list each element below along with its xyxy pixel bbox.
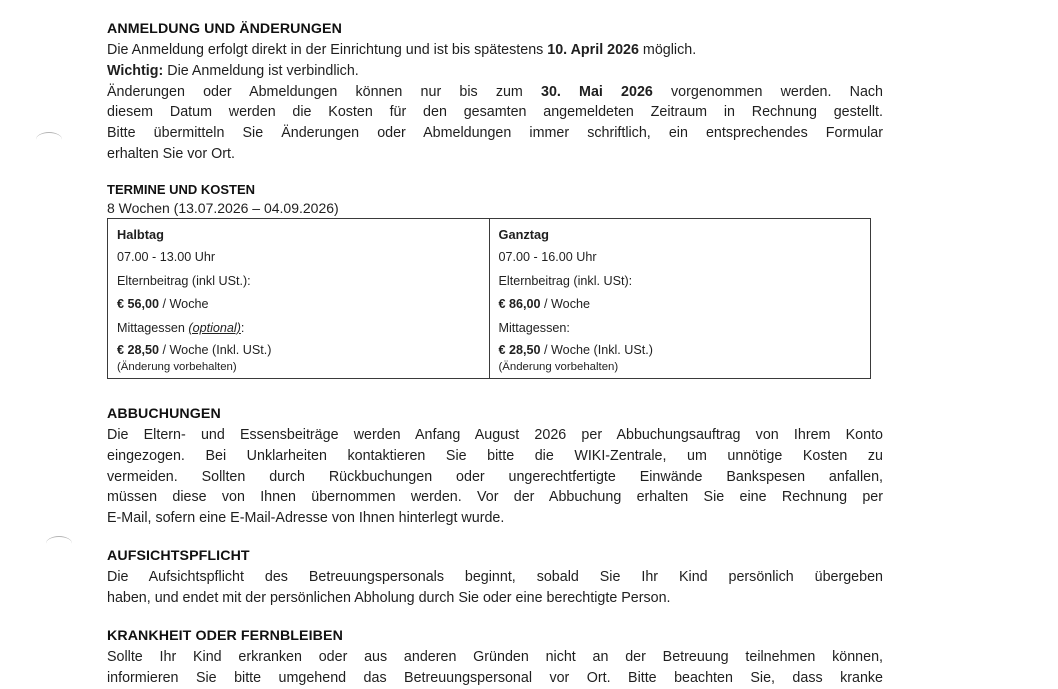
paragraph-line: diesem Datum werden die Kosten für den gesamten angemeldeten Zeitraum in Rechnung gestellt. [107,104,883,121]
paragraph-line: Die Aufsichtspflicht des Betreuungspersonals beginnt, sobald Sie Ihr Kind persönlich übergeben [107,569,883,585]
section-anmeldung [107,18,883,165]
paragraph-line: eingezogen. Bei Unklarheiten kontaktieren Sie bitte die WIKI-Zentrale, um unnötige Kosten zu [107,447,883,464]
option-title: Ganztag [498,227,549,242]
section-title: AUFSICHTSPFLICHT [107,548,250,564]
section-krankheit [107,625,883,689]
price: € 28,50 [117,343,160,358]
meal-label [117,317,481,341]
paragraph-line: informieren Sie bitte umgehend das Betreuungspersonal vor Ort. Bitte beachten Sie, dass kranke [107,669,883,686]
fee-price [499,293,863,317]
fee-price [117,293,481,317]
time-range: 07.00 - 13.00 Uhr [117,250,216,264]
time-range: 07.00 - 16.00 Uhr [498,250,597,264]
text: Mittagessen [117,320,189,335]
important-label: Wichtig: [107,62,164,79]
fee-label: Elternbeitrag (inkl USt.): [117,273,251,288]
change-note: (Änderung vorbehalten) [117,361,237,374]
deadline-date: 10. April 2026 [547,42,639,58]
paragraph-line: haben, und endet mit der persönlichen Abholung durch Sie oder eine berechtigte Person. [107,589,671,606]
paragraph-line [107,82,883,103]
paragraph-line [107,61,883,82]
unit: / Woche (Inkl. USt.) [540,343,653,358]
meal-label: Mittagessen: [498,320,570,335]
text: : [240,320,245,335]
unit: / Woche (Inkl. USt.) [159,343,272,358]
optional-mark: (optional) [188,320,241,335]
punch-hole-mark [36,132,62,147]
halbtag-cell [108,219,490,379]
text: möglich. [638,42,697,58]
text: Die Anmeldung ist verbindlich. [163,62,359,79]
price: € 86,00 [498,297,541,312]
section-title: TERMINE UND KOSTEN [107,182,256,197]
section-abbuchungen [107,403,883,529]
price: € 56,00 [117,297,160,312]
paragraph-line: müssen diese von Ihnen übernommen werden. Vor der Abbuchung erhalten Sie eine Rechnung per [107,489,883,506]
paragraph-line: Die Eltern- und Essensbeiträge werden Anfang August 2026 per Abbuchungsauftrag von Ihrem Konto [107,427,883,443]
section-termine [107,181,883,379]
paragraph-line [107,40,883,61]
text: vorgenommen werden. Nach [652,83,883,100]
section-title: ABBUCHUNGEN [107,406,221,422]
meal-price [117,340,481,360]
section-aufsichtspflicht [107,545,883,609]
change-deadline-date: 30. Mai 2026 [541,83,653,100]
paragraph-line: vermeiden. Sollten durch Rückbuchungen oder ungerechtfertigte Einwände Bankspesen anfallen, [107,468,883,485]
change-note: (Änderung vorbehalten) [498,361,619,374]
paragraph-line: Bitte übermitteln Sie Änderungen oder Abmeldungen immer schriftlich, ein entsprechendes Formular [107,125,883,142]
price: € 28,50 [498,343,541,358]
paragraph-line: Sollte Ihr Kind erkranken oder aus anderen Gründen nicht an der Betreuung teilnehmen können, [107,649,883,665]
period-text: 8 Wochen (13.07.2026 – 04.09.2026) [107,200,339,216]
fee-label: Elternbeitrag (inkl. USt): [498,273,633,288]
meal-price [499,340,863,360]
paragraph-line: erhalten Sie vor Ort. [107,145,235,162]
text: Änderungen oder Abmeldungen können nur bis zum [107,83,541,100]
section-title: KRANKHEIT ODER FERNBLEIBEN [107,628,343,644]
section-title: ANMELDUNG UND ÄNDERUNGEN [107,21,342,37]
paragraph-line: E-Mail, sofern eine E-Mail-Adresse von Ihnen hinterlegt wurde. [107,510,505,527]
ganztag-cell [489,219,871,379]
unit: / Woche [159,297,209,312]
option-title: Halbtag [117,227,164,242]
cost-table [107,218,871,379]
unit: / Woche [540,297,590,312]
punch-hole-mark [46,536,72,551]
text: Die Anmeldung erfolgt direkt in der Einrichtung und ist bis spätestens [107,42,548,58]
